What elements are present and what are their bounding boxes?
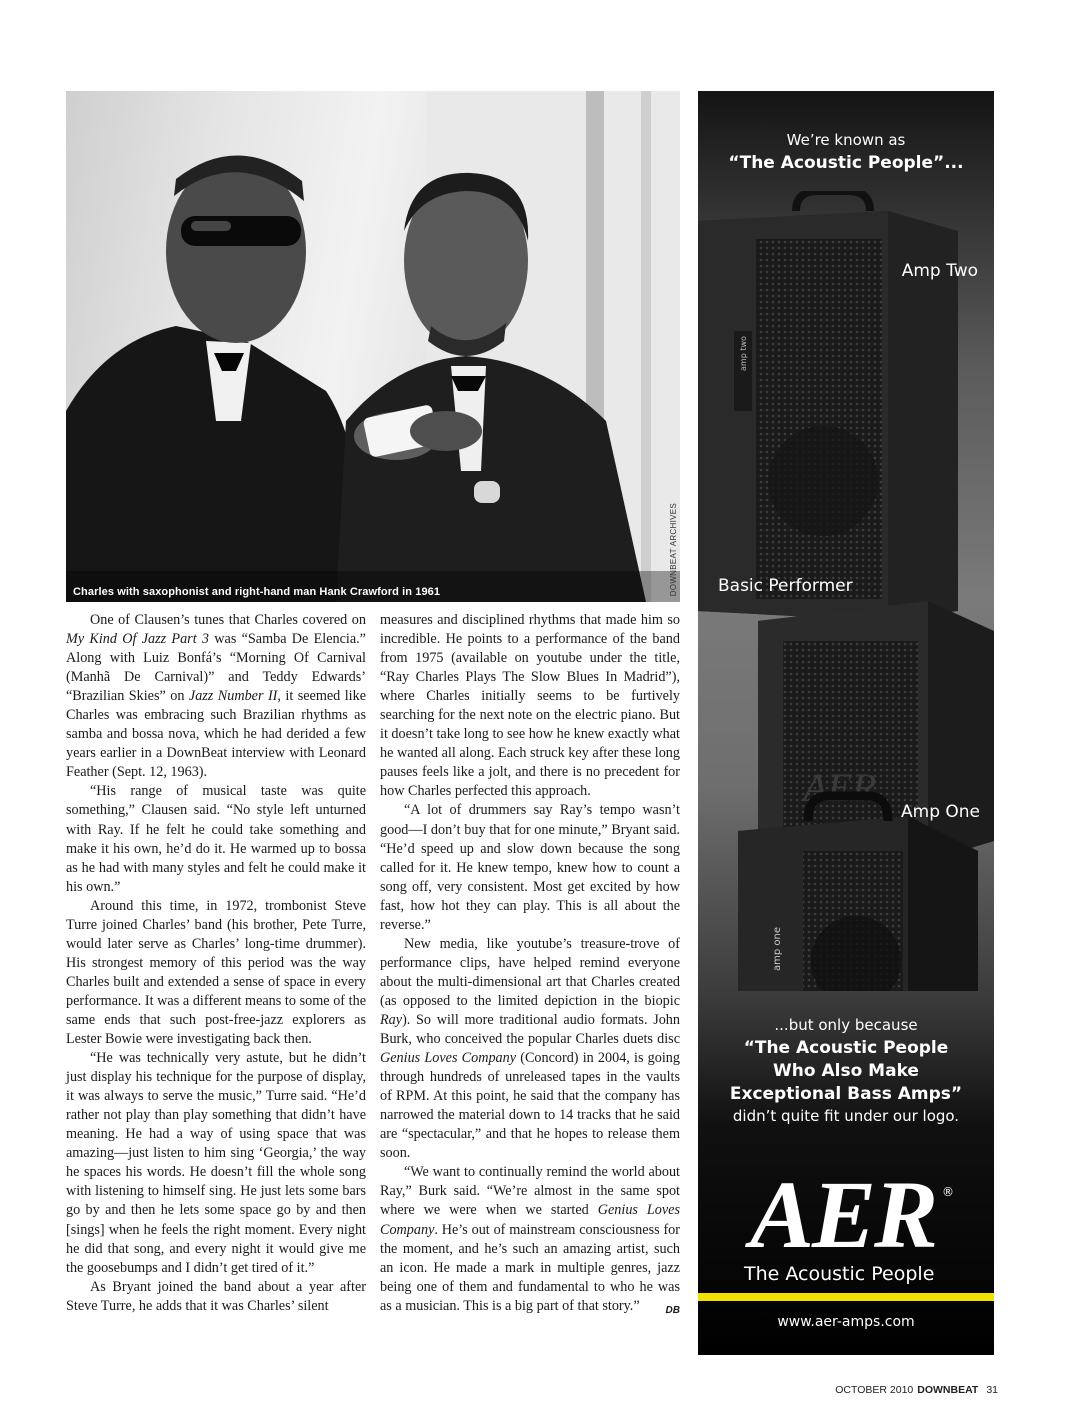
photo-caption: Charles with saxophonist and right-hand man Hank Crawford in 1961 <box>73 586 441 598</box>
page-number: 31 <box>986 1384 998 1396</box>
ad-headline: “The Acoustic People”... <box>728 153 964 173</box>
amp-one-label: Amp One <box>901 802 980 822</box>
svg-text:amp two: amp two <box>739 336 748 371</box>
article-paragraph: “We want to continually remind the world about Ray,” Burk said. “We’re almost in the same spot where we were when we started Genius Loves Company. He’s out of mainstream consciousness for the moment, and he’s such an amazing artist, such an icon. He made a mark in multiple genres, jazz being one of them and fundamental to who he was as a musician. This is a big part of that story.” DB <box>380 1163 680 1315</box>
basic-performer-label: Basic Performer <box>718 576 853 596</box>
article-paragraph: Around this time, in 1972, trombonist Steve Turre joined Charles’ band (his brother, Pete Turre, would later serve as Charles’ long-time drummer). His strongest memory of this period was the way Charles built and extended a sense of space in every performance. It was a different means to some of the same ends that such post-free-jazz explorers as Lester Bowie were investigating back then. <box>66 897 366 1048</box>
article-paragraph: One of Clausen’s tunes that Charles covered on My Kind Of Jazz Part 3 was “Samba De Elencia.” Along with Luiz Bonfá’s “Morning Of Carnival (Manhã De Carnival)” and Teddy Edwards’ “Brazilian Skies” on Jazz Number II, it seemed like Charles was embracing such Brazilian rhythms as samba and bossa nova, which he had derided a few years earlier in a DownBeat interview with Leonard Feather (Sept. 12, 1963). <box>66 612 366 781</box>
aer-advertisement[interactable] <box>698 91 994 1355</box>
ad-tagline: “The Acoustic People Who Also Make Exceptional Bass Amps” <box>729 1038 963 1104</box>
aer-logo: AER <box>750 1161 937 1268</box>
aer-logo-subtitle: The Acoustic People <box>744 1263 935 1285</box>
ad-didnt-fit: didn’t quite fit under our logo. <box>732 1107 960 1125</box>
end-mark: DB <box>665 1304 680 1316</box>
article-column-2 <box>380 611 680 1320</box>
article-paragraph: “His range of musical taste was quite something,” Clausen said. “No style left unturned with Ray. If he felt he could take something and make it his own, he’d do it. He warmed up to bossa as he had with many styles and felt he could make it his own.” <box>66 783 366 895</box>
svg-text:amp one: amp one <box>772 926 783 971</box>
amp-two-illustration <box>698 191 958 621</box>
article-column-1 <box>66 611 366 1316</box>
ad-url-link[interactable]: www.aer-amps.com <box>777 1314 915 1330</box>
article-paragraph: “He was technically very astute, but he didn’t just display his technique for the purpose of display, it was always to serve the music,” Turre said. “He’d rather not play than play something that didn’t have meaning. He had a way of using space that was amazing—just listen to him sing ‘Georgia,’ the way he spaces his words. He doesn’t fill the whole song with listening to himself sing. He just lets some bars go by and then he lets some space go by and then [sings] when he feels the right moment. Every night he did that song, and every night it would give me the goosebumps and I didn’t get tired of it.” <box>66 1050 366 1276</box>
amp-two-label: Amp Two <box>901 261 978 281</box>
article-paragraph: “A lot of drummers say Ray’s tempo wasn’t good—I don’t buy that for one minute,” Bryant said. “He’d speed up and slow down because the song called for it. He knew tempo, knew how to count a song off, very consistent. Most get excited by how fast, how hot they can play. This is all about the reverse.” <box>380 802 680 933</box>
svg-text:AER: AER <box>803 765 877 810</box>
ad-known-as: We’re known as <box>786 131 906 149</box>
article-paragraph: New media, like youtube’s treasure-trove of performance clips, have helped remind everyone about the multi-dimensional art that Charles created (as opposed to the limited depiction in the biopic Ray). So will more traditional audio formats. John Burk, who conceived the popular Charles duets disc Genius Loves Company (Concord) in 2004, is going through hundreds of unreleased tapes in the vaults of RPM. At this point, he said that the company has narrowed the material down to 14 tracks that he said are “spectacular,” and that he hopes to release them soon. <box>380 935 680 1162</box>
issue-date: OCTOBER 2010 <box>835 1384 914 1396</box>
magazine-name: DOWNBEAT <box>917 1384 979 1396</box>
ad-accent-bar <box>698 1293 994 1301</box>
article-paragraph: measures and disciplined rhythms that made him so incredible. He points to a performance of the band from 1975 (available on youtube under the title, “Ray Charles Plays The Slow Blues In Madrid”), where Charles initially seems to be furtively searching for the next note on the electric piano. But it doesn’t take long to see how he knew exactly what he wanted all along. Each struck key after these long pauses feels like a jolt, and there is no precedent for how Charles perfected this approach. <box>380 612 680 800</box>
photo-credit: DOWNBEAT ARCHIVES <box>669 502 678 596</box>
page-footer <box>835 1384 998 1396</box>
article-paragraph: As Bryant joined the band about a year after Steve Turre, he adds that it was Charles’ silent <box>66 1278 366 1314</box>
photo-illustration <box>66 91 680 602</box>
ad-but-only: ...but only because <box>774 1016 918 1034</box>
registered-mark: ® <box>942 1185 954 1199</box>
article-photo <box>66 91 680 602</box>
